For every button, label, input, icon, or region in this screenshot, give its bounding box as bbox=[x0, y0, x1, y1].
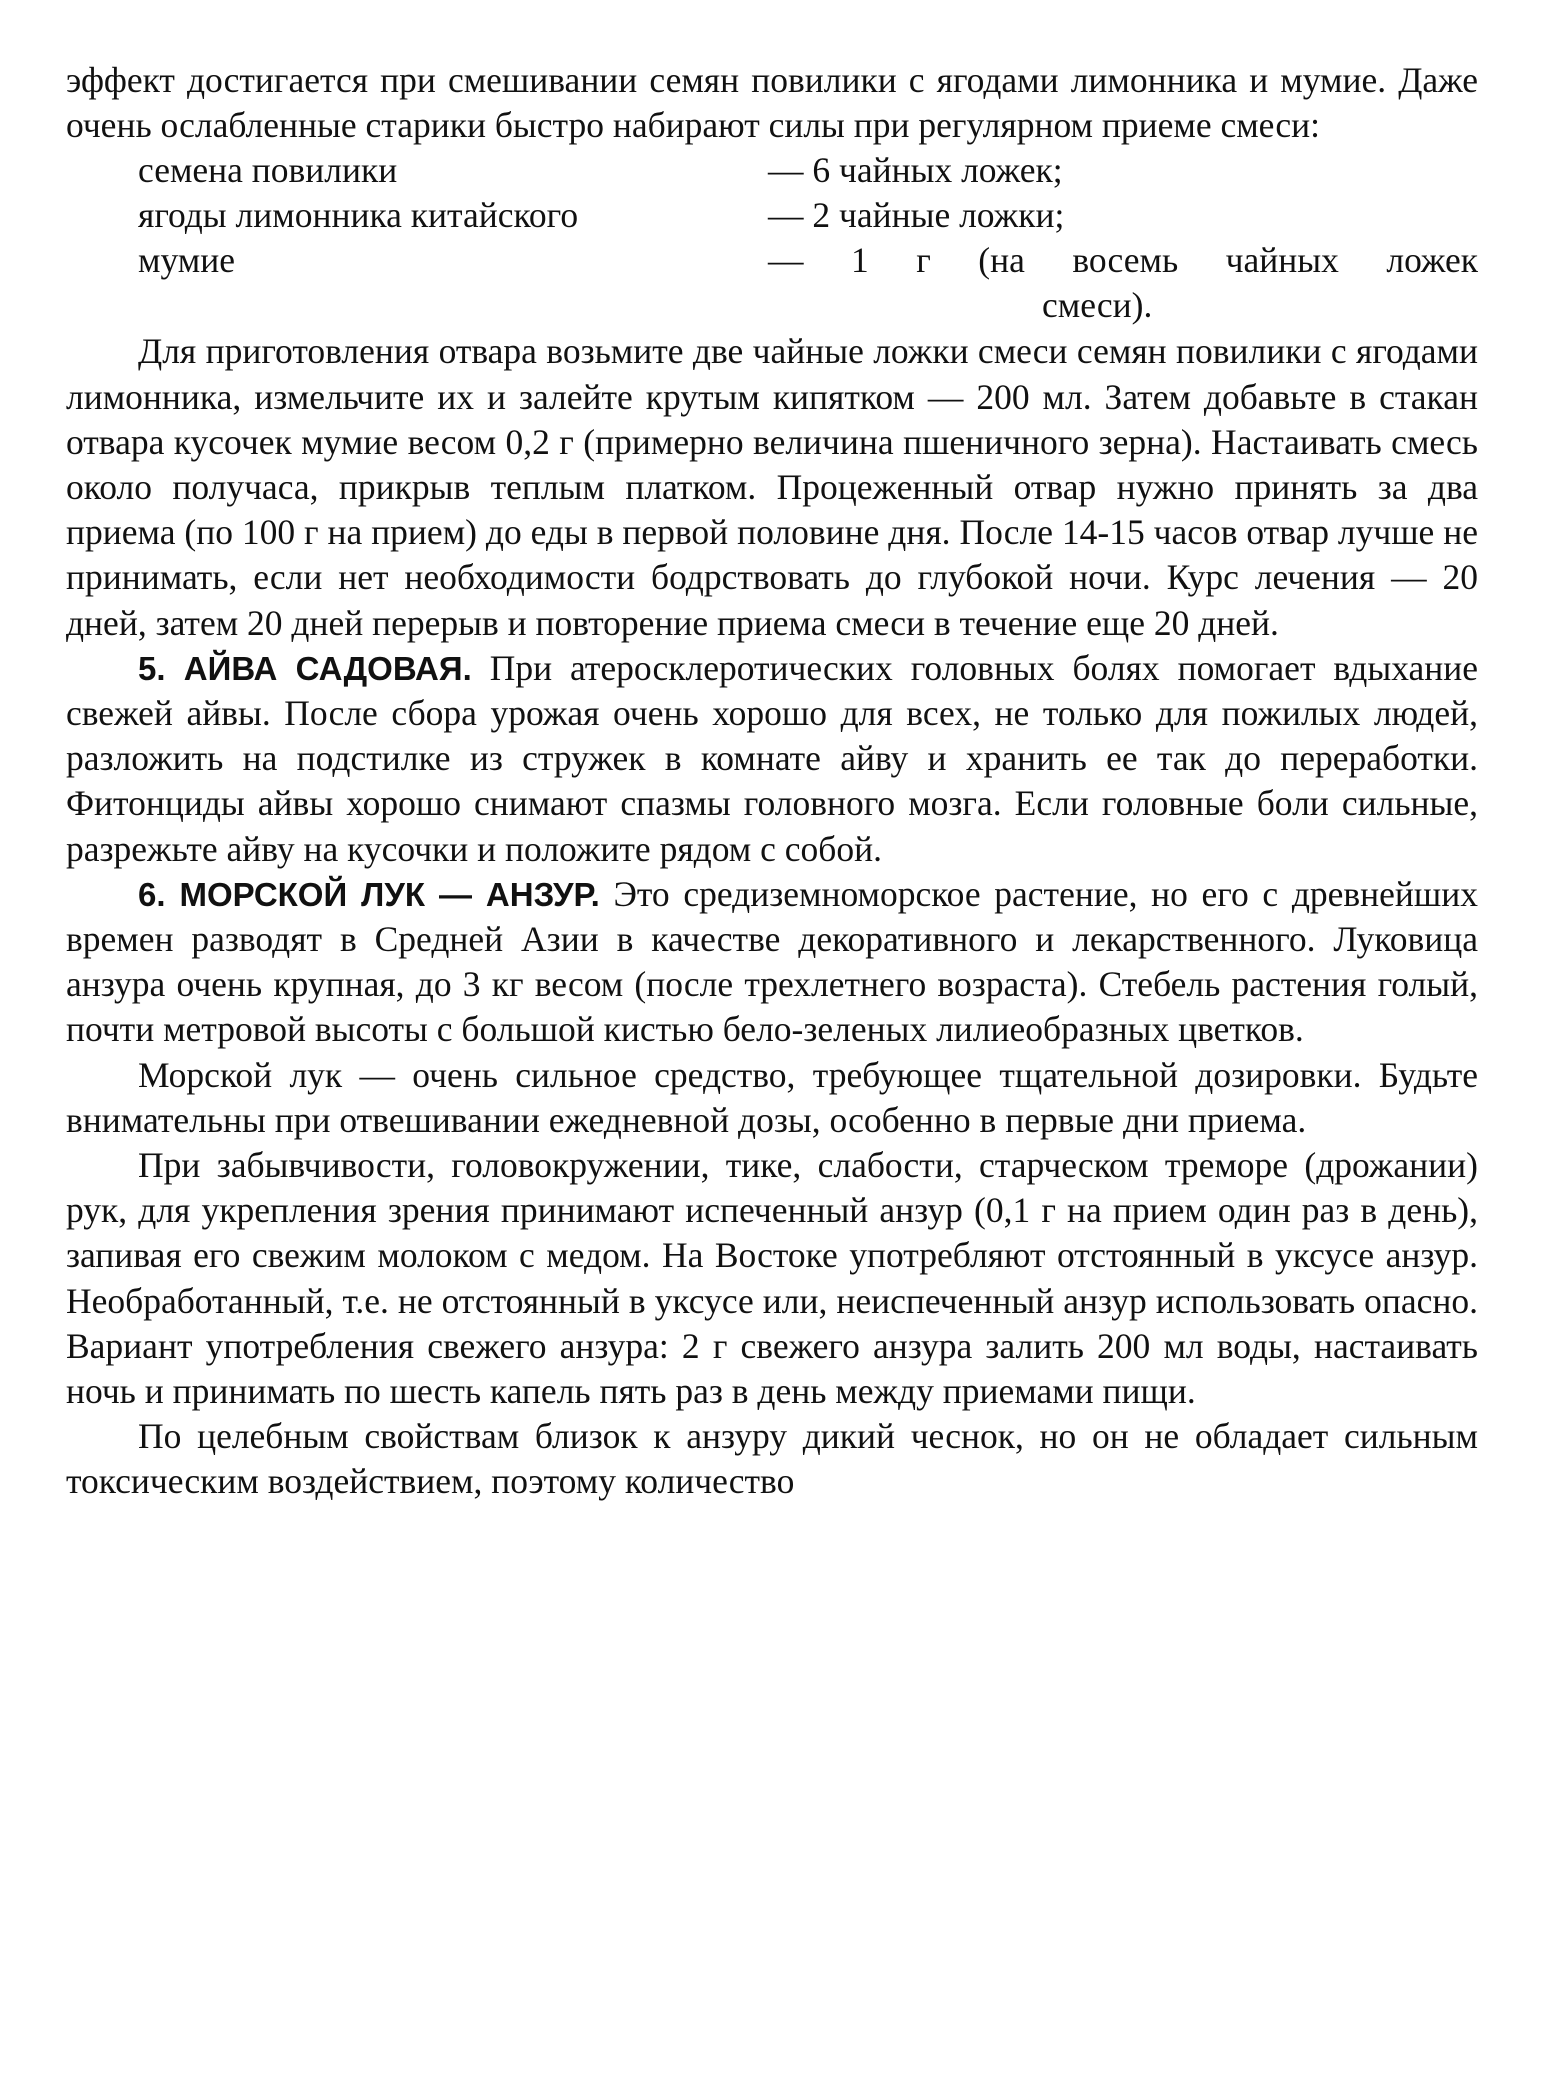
intro-paragraph: эффект достигается при смешивании семян повилики с ягодами лимонника и мумие. Даже очень ослабленные старики быстро набирают силы при регулярном приеме смеси: bbox=[66, 60, 1478, 146]
usage-paragraph: При забывчивости, головокружении, тике, слабости, старческом треморе (дрожании) рук, для укрепления зрения принимают испеченный анзур (0,1 г на прием один раз в день), запивая его свежим молоком с медом. На Востоке употребляют отстоянный в уксусе анзур. Необработанный, т.е. не отстоянный в уксусе или, неиспеченный анзур использовать опасно. Вариант употребления свежего анзура: 2 г свежего анзура залить 200 мл воды, настаивать ночь и принимать по шесть капель пять раз в день между приемами пищи. bbox=[66, 1145, 1478, 1412]
recipe-ingredient-1: семена повилики bbox=[138, 150, 398, 191]
book-page bbox=[66, 58, 1478, 1505]
recipe-amount-2: — 2 чайные ложки; bbox=[768, 195, 1065, 236]
dosage-paragraph: Морской лук — очень сильное средство, требующее тщательной дозировки. Будьте внимательны при отвешивании ежедневной дозы, особенно в первые дни приема. bbox=[66, 1054, 1478, 1140]
section-5-quince bbox=[66, 646, 1478, 872]
recipe-amount-3-continued: смеси). bbox=[1042, 285, 1153, 326]
section-6-text: Это средиземноморское растение, но его с древнейших времен разводят в Средней Азии в качестве декоративного и лекарственного. Луковица анзура очень крупная, до 3 кг весом (после трехлетнего возраста). Стебель растения голый, почти метровой высоты с большой кистью бело-зеленых лилиеобразных цветков. bbox=[66, 873, 1478, 1050]
recipe-amount-1: — 6 чайных ложек; bbox=[768, 150, 1063, 191]
section-6-heading: 6. МОРСКОЙ ЛУК — АНЗУР. bbox=[138, 875, 600, 913]
section-5-text: При атеросклеротических головных болях помогает вдыхание свежей айвы. После сбора урожая очень хорошо для всех, не только для пожилых людей, разложить на подстилке из стружек в комнате айву и хранить ее так до переработки. Фитонциды айвы хорошо снимают спазмы головного мозга. Если головные боли сильные, разрежьте айву на кусочки и положите рядом с собой. bbox=[66, 647, 1478, 869]
section-6-sea-onion bbox=[66, 872, 1478, 1053]
recipe-ingredient-3: мумие bbox=[138, 240, 235, 281]
decoction-paragraph: Для приготовления отвара возьмите две чайные ложки смеси семян повилики с ягодами лимонника, измельчите их и залейте крутым кипятком — 200 мл. Затем добавьте в стакан отвара кусочек мумие весом 0,2 г (примерно величина пшеничного зерна). Настаивать смесь около получаса, прикрыв теплым платком. Процеженный отвар нужно принять за два приема (по 100 г на прием) до еды в первой половине дня. После 14-15 часов отвар лучше не принимать, если нет необходимости бодрствовать до глубокой ночи. Курс лечения — 20 дней, затем 20 дней перерыв и повторение приема смеси в течение еще 20 дней. bbox=[66, 331, 1478, 643]
recipe-amount-3: — 1 г (на восемь чайных ложек bbox=[768, 240, 1478, 281]
recipe-list bbox=[66, 148, 1478, 329]
section-5-heading: 5. АЙВА САДОВАЯ. bbox=[138, 649, 472, 687]
recipe-ingredient-2: ягоды лимонника китайского bbox=[138, 195, 579, 236]
wild-garlic-paragraph: По целебным свойствам близок к анзуру дикий чеснок, но он не обладает сильным токсическим воздействием, поэтому количество bbox=[66, 1416, 1478, 1502]
